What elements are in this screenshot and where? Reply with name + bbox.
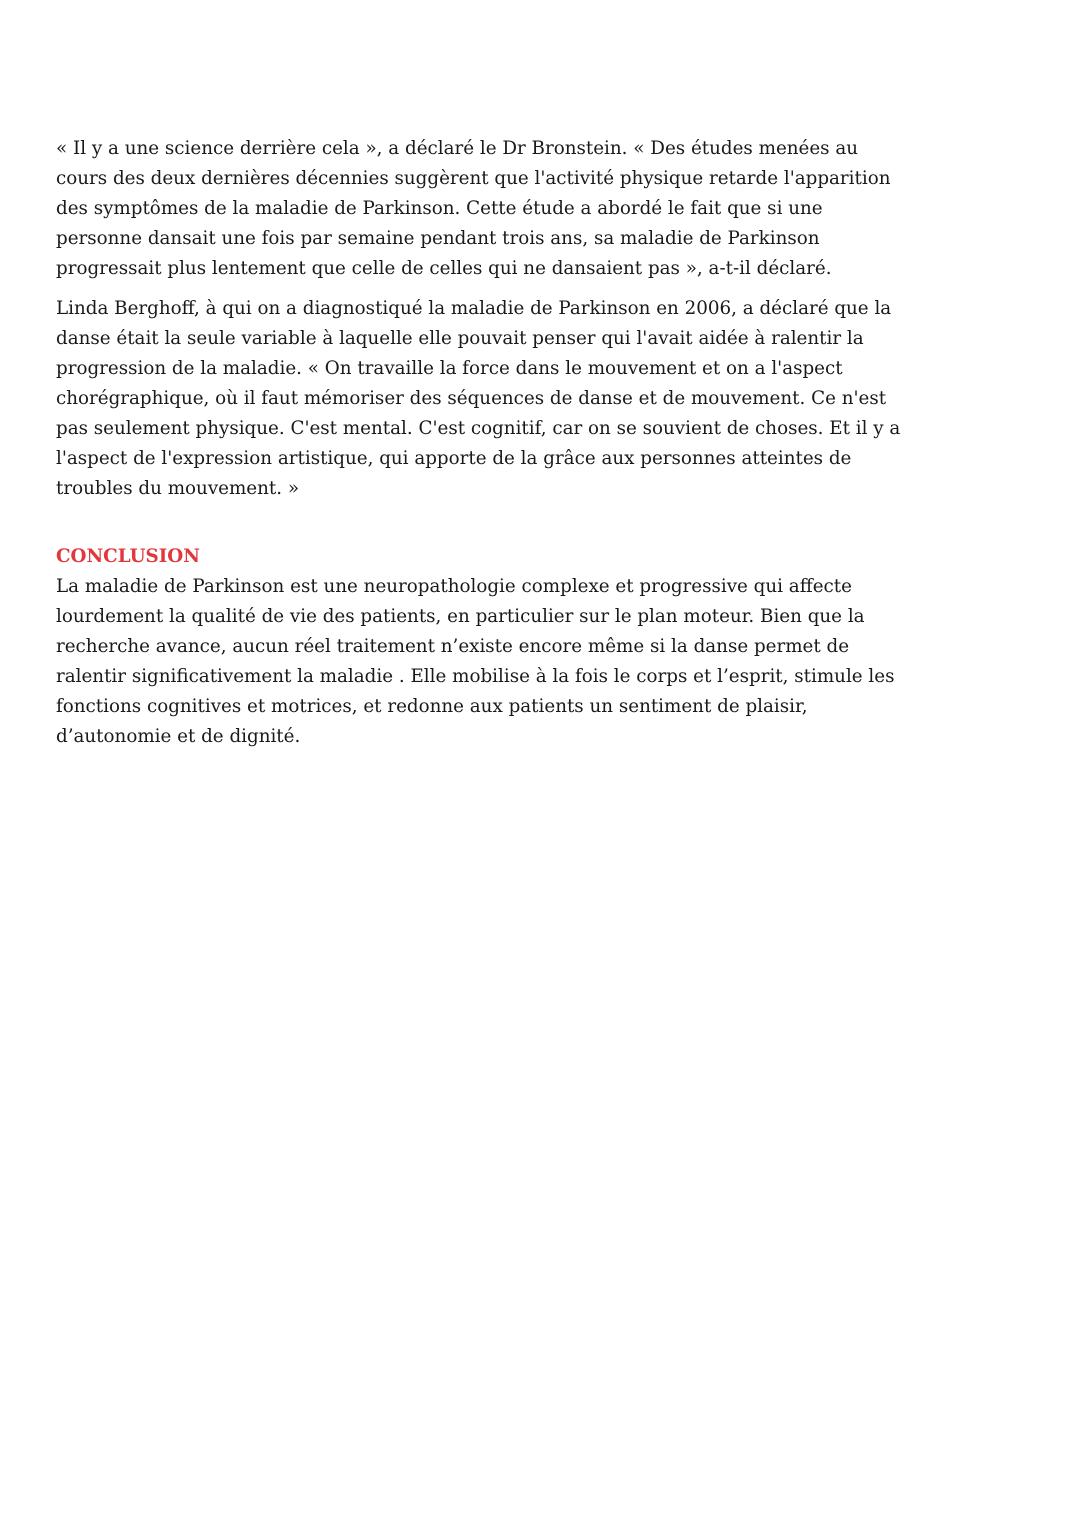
text-line: des symptômes de la maladie de Parkinson. Cette étude a abordé le fait que si une (56, 198, 823, 219)
text-line: progression de la maladie. « On travaille la force dans le mouvement et on a l'aspect (56, 358, 843, 379)
text-line: personne dansait une fois par semaine pendant trois ans, sa maladie de Parkinson (56, 228, 820, 249)
document-page (56, 134, 1046, 752)
text-line: progressait plus lentement que celle de celles qui ne dansaient pas », a-t-il déclaré. (56, 258, 832, 279)
conclusion-section (56, 542, 1046, 752)
text-line: troubles du mouvement. » (56, 478, 300, 499)
text-line: ralentir significativement la maladie . Elle mobilise à la fois le corps et l’esprit, stimule les (56, 666, 895, 687)
text-line: fonctions cognitives et motrices, et redonne aux patients un sentiment de plaisir, (56, 696, 808, 717)
paragraph-berghoff-quote (56, 294, 1046, 504)
text-line: pas seulement physique. C'est mental. C'est cognitif, car on se souvient de choses. Et il y a (56, 418, 901, 439)
text-line: chorégraphique, où il faut mémoriser des séquences de danse et de mouvement. Ce n'est (56, 388, 887, 409)
conclusion-heading: CONCLUSION (56, 546, 200, 567)
text-line: La maladie de Parkinson est une neuropathologie complexe et progressive qui affecte (56, 576, 852, 597)
text-line: lourdement la qualité de vie des patients, en particulier sur le plan moteur. Bien que la (56, 606, 865, 627)
paragraph-bronstein-quote (56, 134, 1046, 284)
text-line: danse était la seule variable à laquelle elle pouvait penser qui l'avait aidée à ralentir la (56, 328, 864, 349)
text-line: Linda Berghoff, à qui on a diagnostiqué la maladie de Parkinson en 2006, a déclaré que la (56, 298, 892, 319)
text-line: recherche avance, aucun réel traitement n’existe encore même si la danse permet de (56, 636, 850, 657)
text-line: d’autonomie et de dignité. (56, 726, 301, 747)
text-line: cours des deux dernières décennies suggèrent que l'activité physique retarde l'apparition (56, 168, 891, 189)
text-line: « Il y a une science derrière cela », a déclaré le Dr Bronstein. « Des études menées au (56, 138, 859, 159)
text-line: l'aspect de l'expression artistique, qui apporte de la grâce aux personnes atteintes de (56, 448, 852, 469)
